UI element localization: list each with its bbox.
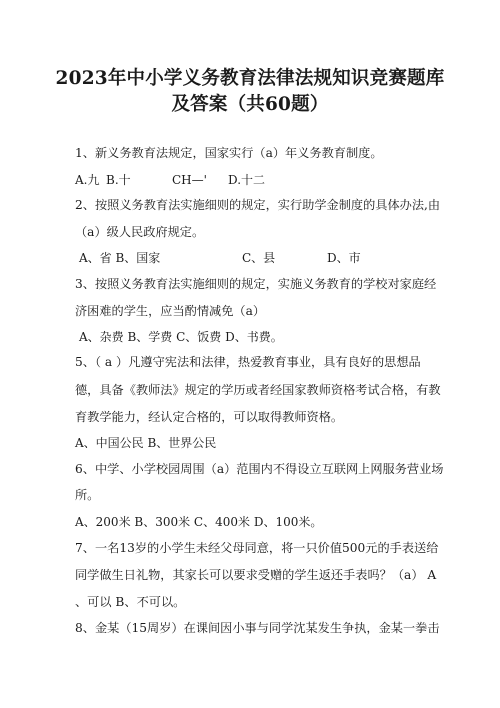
question-6-line-2: 所。 xyxy=(75,488,100,502)
question-6-options: A、200米 B、300米 C、400米 D、100米。 xyxy=(75,515,323,529)
question-8-line-1: 8、金某（15周岁）在课间因小事与同学沈某发生争执，金某一拳击 xyxy=(75,621,440,635)
question-2-option-d: D、市 xyxy=(327,251,361,265)
question-2-options-ab: A、省 B、国家 xyxy=(79,251,161,265)
document-title-line-1: 2023年中小学义务教育法律法规知识竞赛题库 xyxy=(55,68,445,89)
question-5-options: A、中国公民 B、世界公民 xyxy=(75,436,217,450)
question-5-line-1: 5、（ a ）凡遵守宪法和法律，热爱教育事业，具有良好的思想品 xyxy=(75,355,421,369)
question-1-option-b: B.十 xyxy=(106,173,131,187)
question-1-option-a: A.九 xyxy=(75,173,100,187)
question-2-option-c: C、县 xyxy=(242,251,276,265)
question-2-line-1: 2、按照义务教育法实施细则的规定，实行助学金制度的具体办法,由 xyxy=(75,198,441,212)
question-7-line-2: 同学做生日礼物，其家长可以要求受赠的学生返还手表吗？（a） A xyxy=(75,568,437,582)
question-7-line-1: 7、一名13岁的小学生未经父母同意，将一只价值500元的手表送给 xyxy=(75,541,439,555)
question-2-line-2: （a）级人民政府规定。 xyxy=(75,225,205,239)
question-1-option-d: D.十二 xyxy=(228,173,266,187)
question-5-line-2: 德，具备《教师法》规定的学历或者经国家教师资格考试合格，有教 xyxy=(75,383,441,397)
question-7-line-3: 、可以 B、不可以。 xyxy=(75,595,186,609)
question-3-line-2: 济困难的学生，应当酌情减免（a） xyxy=(75,304,266,318)
question-6-line-1: 6、中学、小学校园周围（a）范围内不得设立互联网上网服务营业场 xyxy=(75,462,444,476)
question-1-option-c: CH—' xyxy=(172,173,207,187)
document-title-line-2: 及答案（共60题） xyxy=(171,94,329,115)
question-5-line-3: 育教学能力，经认定合格的，可以取得教师资格。 xyxy=(75,410,344,424)
question-1-text: 1、新义务教育法规定，国家实行（a）年义务教育制度。 xyxy=(75,146,383,160)
question-3-line-1: 3、按照义务教育法实施细则的规定，实施义务教育的学校对家庭经 xyxy=(75,277,437,291)
question-3-options: A、杂费 B、学费 C、饭费 D、书费。 xyxy=(79,330,283,344)
